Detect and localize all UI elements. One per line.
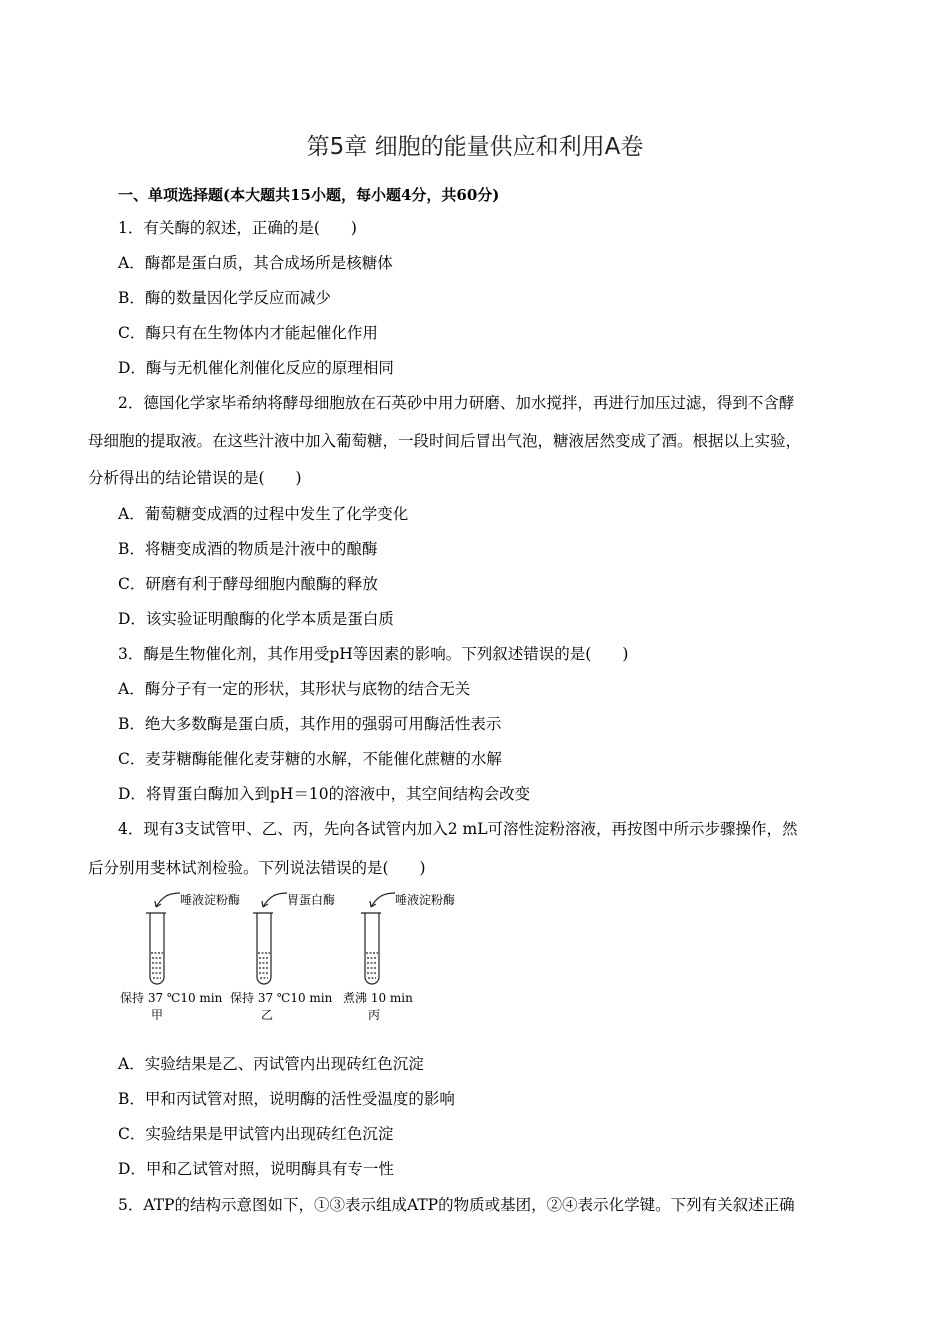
q5-stem: 5．ATP的结构示意图如下，①③表示组成ATP的物质或基团，②④表示化学键。下列有关叙述正确 bbox=[118, 1196, 795, 1214]
q3-option-a: A．酶分子有一定的形状，其形状与底物的结合无关 bbox=[118, 680, 471, 698]
q2-stem-line: 母细胞的提取液。在这些汁液中加入葡萄糖，一段时间后冒出气泡，糖液居然变成了酒。根据以上实验， bbox=[88, 432, 802, 450]
q4-option-d: D．甲和乙试管对照，说明酶具有专一性 bbox=[118, 1160, 394, 1178]
q4-option-a: A．实验结果是乙、丙试管内出现砖红色沉淀 bbox=[118, 1055, 424, 1073]
q1-option-c: C．酶只有在生物体内才能起催化作用 bbox=[118, 324, 378, 342]
q1-stem: 1．有关酶的叙述，正确的是( ) bbox=[118, 219, 357, 237]
q2-stem-line: 分析得出的结论错误的是( ) bbox=[88, 469, 302, 487]
page-title: 第5章 细胞的能量供应和利用A卷 bbox=[306, 134, 644, 160]
q1-option-d: D．酶与无机催化剂催化反应的原理相同 bbox=[118, 359, 394, 377]
tube-enzyme-label: 胃蛋白酶 bbox=[287, 893, 336, 907]
q2-option-a: A．葡萄糖变成酒的过程中发生了化学变化 bbox=[118, 505, 409, 523]
q3-option-d: D．将胃蛋白酶加入到pH＝10的溶液中，其空间结构会改变 bbox=[118, 785, 531, 803]
tube-name-label: 乙 bbox=[261, 1008, 274, 1022]
q4-option-c: C．实验结果是甲试管内出现砖红色沉淀 bbox=[118, 1125, 394, 1143]
q4-stem-line: 后分别用斐林试剂检验。下列说法错误的是( ) bbox=[88, 859, 426, 877]
q1-option-a: A．酶都是蛋白质，其合成场所是核糖体 bbox=[118, 254, 393, 272]
q2-option-d: D．该实验证明酿酶的化学本质是蛋白质 bbox=[118, 610, 394, 628]
q2-stem-line: 2．德国化学家毕希纳将酵母细胞放在石英砂中用力研磨、加水搅拌，再进行加压过滤，得到不含酵 bbox=[118, 394, 795, 412]
tube-name-label: 甲 bbox=[151, 1008, 164, 1022]
tube-condition-label: 保持 37 ℃10 min bbox=[120, 991, 223, 1005]
test-tube-figure bbox=[118, 885, 468, 1025]
tube-enzyme-label: 唾液淀粉酶 bbox=[395, 893, 456, 907]
q4-stem-line: 4．现有3支试管甲、乙、丙，先向各试管内加入2 mL可溶性淀粉溶液，再按图中所示步骤操作，然 bbox=[118, 820, 798, 838]
section-heading: 一、单项选择题(本大题共15小题，每小题4分，共60分) bbox=[118, 186, 500, 204]
tube-condition-label: 煮沸 10 min bbox=[343, 991, 413, 1005]
tube-enzyme-label: 唾液淀粉酶 bbox=[180, 893, 241, 907]
q1-option-b: B．酶的数量因化学反应而减少 bbox=[118, 289, 331, 307]
q3-option-c: C．麦芽糖酶能催化麦芽糖的水解，不能催化蔗糖的水解 bbox=[118, 750, 502, 768]
q3-stem: 3．酶是生物催化剂，其作用受pH等因素的影响。下列叙述错误的是( ) bbox=[118, 645, 629, 663]
q4-option-b: B．甲和丙试管对照，说明酶的活性受温度的影响 bbox=[118, 1090, 455, 1108]
q2-option-c: C．研磨有利于酵母细胞内酿酶的释放 bbox=[118, 575, 378, 593]
q3-option-b: B．绝大多数酶是蛋白质，其作用的强弱可用酶活性表示 bbox=[118, 715, 502, 733]
tube-name-label: 丙 bbox=[368, 1008, 381, 1022]
q2-option-b: B．将糖变成酒的物质是汁液中的酿酶 bbox=[118, 540, 378, 558]
tube-condition-label: 保持 37 ℃10 min bbox=[230, 991, 333, 1005]
